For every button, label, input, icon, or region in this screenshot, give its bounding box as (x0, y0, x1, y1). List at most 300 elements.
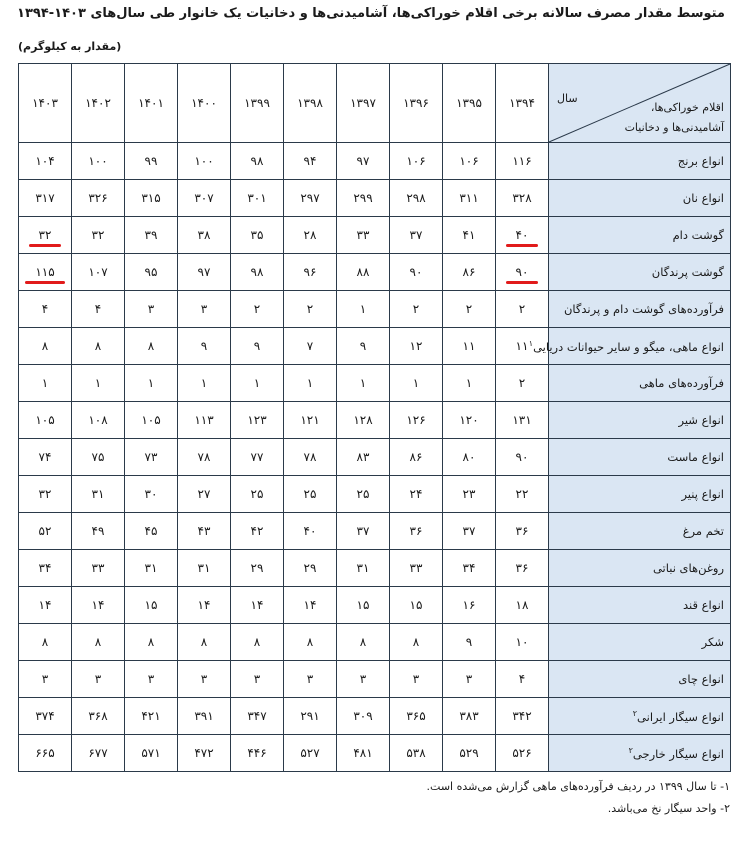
row-label-text: شکر (701, 635, 724, 649)
value-cell (496, 550, 549, 587)
value-cell (231, 217, 284, 254)
value-cell (125, 513, 178, 550)
cell-value: ۱۰۶ (406, 154, 426, 168)
value-cell (72, 587, 125, 624)
value-cell (337, 143, 390, 180)
value-cell (390, 328, 443, 365)
cell-value: ۱۲۰ (459, 413, 479, 427)
value-cell (178, 365, 231, 402)
value-cell (72, 217, 125, 254)
cell-value: ۱ (306, 376, 314, 390)
cell-value: ۳۱۷ (35, 191, 55, 205)
value-cell (496, 180, 549, 217)
footnote-marker: ۲ (632, 708, 638, 718)
row-label-text: انواع برنج (677, 154, 724, 168)
table-row (19, 254, 731, 291)
value-cell (19, 365, 72, 402)
cell-value: ۵۳۸ (406, 746, 426, 760)
cell-value: ۳ (94, 672, 102, 686)
row-label-text: انواع نان (682, 191, 724, 205)
value-cell (443, 439, 496, 476)
value-cell (443, 476, 496, 513)
value-cell (496, 698, 549, 735)
cell-value: ۸ (200, 635, 208, 649)
row-label (549, 291, 731, 328)
cell-value: ۳۶ (515, 524, 529, 538)
cell-value: ۳۶ (515, 561, 529, 575)
row-label (549, 698, 731, 735)
row-label (549, 217, 731, 254)
cell-value: ۲۹ (250, 561, 264, 575)
value-cell (337, 587, 390, 624)
value-cell (284, 661, 337, 698)
value-cell (390, 180, 443, 217)
value-cell (19, 550, 72, 587)
year-header: ۱۴۰۲ (72, 64, 125, 143)
cell-value: ۳۷۴ (35, 709, 55, 723)
row-label-text: انواع شیر (678, 413, 724, 427)
value-cell (284, 254, 337, 291)
cell-value: ۲ (306, 302, 314, 316)
cell-value: ۱۵ (144, 598, 158, 612)
value-cell (284, 328, 337, 365)
value-cell (390, 291, 443, 328)
cell-value: ۱۰۵ (35, 413, 55, 427)
table-row (19, 402, 731, 439)
cell-value: ۷۳ (144, 450, 158, 464)
cell-value: ۱۰۷ (88, 265, 108, 279)
value-cell (390, 217, 443, 254)
cell-value: ۸۰ (462, 450, 476, 464)
cell-value: ۳ (200, 302, 208, 316)
cell-value: ۲۹ (303, 561, 317, 575)
cell-value: ۳۸ (197, 228, 211, 242)
value-cell (443, 735, 496, 772)
cell-value: ۴۳ (197, 524, 211, 538)
value-cell (231, 439, 284, 476)
cell-value: ۳۶ (409, 524, 423, 538)
value-cell (231, 180, 284, 217)
value-cell (337, 698, 390, 735)
cell-value: ۱۲۳ (247, 413, 267, 427)
value-cell (284, 439, 337, 476)
cell-value: ۳ (359, 672, 367, 686)
value-cell (496, 402, 549, 439)
cell-value: ۳۰۱ (247, 191, 267, 205)
value-cell (72, 624, 125, 661)
consumption-table (18, 63, 731, 772)
value-cell (390, 698, 443, 735)
cell-value: ۹۷ (197, 265, 211, 279)
value-cell (19, 254, 72, 291)
cell-value: ۵۷۱ (141, 746, 161, 760)
value-cell (284, 624, 337, 661)
value-cell (443, 402, 496, 439)
row-label (549, 550, 731, 587)
cell-value: ۳۲ (91, 228, 105, 242)
footnote-marker: ۲ (628, 745, 633, 755)
value-cell (231, 291, 284, 328)
value-cell (178, 513, 231, 550)
cell-value: ۳ (465, 672, 473, 686)
value-cell (443, 624, 496, 661)
value-cell (231, 698, 284, 735)
cell-value: ۹۸ (250, 154, 264, 168)
cell-value: ۱۱ (462, 339, 476, 353)
cell-value: ۱۴ (91, 598, 105, 612)
value-cell (496, 661, 549, 698)
value-cell (178, 180, 231, 217)
cell-value: ۸۶ (409, 450, 423, 464)
cell-value: ۱ (359, 376, 367, 390)
value-cell (231, 587, 284, 624)
value-cell (19, 513, 72, 550)
value-cell (496, 365, 549, 402)
value-cell (337, 735, 390, 772)
cell-value: ۱۱ (515, 339, 529, 353)
cell-value: ۳۳ (356, 228, 370, 242)
cell-value: ۹ (359, 339, 367, 353)
cell-value: ۴۲ (250, 524, 264, 538)
value-cell (390, 550, 443, 587)
cell-value: ۵۲۶ (512, 746, 532, 760)
value-cell (125, 365, 178, 402)
value-cell (284, 402, 337, 439)
footnote-1: ۱- تا سال ۱۳۹۹ در ردیف فرآورده‌های ماهی گزارش می‌شده است. (426, 780, 730, 793)
value-cell (390, 476, 443, 513)
value-cell (231, 328, 284, 365)
value-cell (19, 143, 72, 180)
value-cell (125, 143, 178, 180)
cell-value: ۵۲ (38, 524, 52, 538)
value-cell (337, 217, 390, 254)
cell-value: ۸ (359, 635, 367, 649)
value-cell (72, 550, 125, 587)
value-cell (125, 661, 178, 698)
cell-value: ۱۳۱ (512, 413, 532, 427)
table-row (19, 587, 731, 624)
value-cell (72, 291, 125, 328)
row-label-text: فرآورده‌های ماهی (639, 376, 724, 390)
value-cell (72, 661, 125, 698)
value-cell (390, 624, 443, 661)
value-cell (125, 550, 178, 587)
cell-value: ۹ (253, 339, 261, 353)
table-row (19, 550, 731, 587)
cell-value: ۳۱ (197, 561, 211, 575)
cell-value: ۲۸ (303, 228, 317, 242)
highlighted-value: ۳۲ (38, 228, 52, 242)
value-cell (19, 624, 72, 661)
cell-value: ۴۰ (303, 524, 317, 538)
value-cell (125, 698, 178, 735)
value-cell (496, 439, 549, 476)
value-cell (496, 476, 549, 513)
cell-value: ۴۴۶ (247, 746, 267, 760)
cell-value: ۲۵ (250, 487, 264, 501)
value-cell (19, 698, 72, 735)
value-cell (390, 402, 443, 439)
cell-value: ۳۲۶ (88, 191, 108, 205)
cell-value: ۳ (253, 672, 261, 686)
cell-value: ۹ (200, 339, 208, 353)
value-cell (231, 661, 284, 698)
value-cell (443, 587, 496, 624)
value-cell (125, 180, 178, 217)
value-cell (178, 328, 231, 365)
value-cell (443, 254, 496, 291)
table-row (19, 180, 731, 217)
value-cell (72, 513, 125, 550)
cell-value: ۴ (41, 302, 49, 316)
value-cell (443, 143, 496, 180)
row-label-text: انواع چای (678, 672, 724, 686)
value-cell (443, 550, 496, 587)
value-cell (178, 735, 231, 772)
cell-value: ۳۸۳ (459, 709, 479, 723)
corner-header-cell (549, 64, 731, 143)
value-cell (390, 587, 443, 624)
value-cell (178, 291, 231, 328)
cell-value: ۳۷ (356, 524, 370, 538)
cell-value: ۲۲ (515, 487, 529, 501)
value-cell (125, 328, 178, 365)
value-cell (337, 291, 390, 328)
cell-value: ۳۳ (91, 561, 105, 575)
row-label (549, 661, 731, 698)
cell-value: ۶۷۷ (88, 746, 108, 760)
footnote-marker: ۱ (528, 338, 534, 348)
cell-value: ۴ (518, 672, 526, 686)
cell-value: ۸ (253, 635, 261, 649)
value-cell (125, 254, 178, 291)
value-cell (284, 180, 337, 217)
footnotes (18, 776, 730, 820)
cell-value: ۲۵ (356, 487, 370, 501)
cell-value: ۲۹۹ (353, 191, 373, 205)
value-cell (284, 217, 337, 254)
cell-value: ۸۶ (462, 265, 476, 279)
value-cell (125, 624, 178, 661)
cell-value: ۱ (200, 376, 208, 390)
value-cell (390, 365, 443, 402)
cell-value: ۳ (200, 672, 208, 686)
cell-value: ۳ (147, 302, 155, 316)
value-cell (19, 217, 72, 254)
cell-value: ۱۲۶ (406, 413, 426, 427)
cell-value: ۳ (147, 672, 155, 686)
cell-value: ۱۰۵ (141, 413, 161, 427)
cell-value: ۸ (412, 635, 420, 649)
cell-value: ۴۱ (462, 228, 476, 242)
value-cell (337, 661, 390, 698)
table-row (19, 328, 731, 365)
value-cell (443, 328, 496, 365)
value-cell (390, 735, 443, 772)
value-cell (337, 180, 390, 217)
row-label-text: انواع سیگار خارجی (632, 746, 724, 761)
value-cell (390, 439, 443, 476)
year-header: ۱۳۹۵ (443, 64, 496, 143)
cell-value: ۱۴ (197, 598, 211, 612)
value-cell (19, 735, 72, 772)
cell-value: ۴۵ (144, 524, 158, 538)
value-cell (125, 587, 178, 624)
table-row (19, 217, 731, 254)
value-cell (390, 661, 443, 698)
cell-value: ۱۰۶ (459, 154, 479, 168)
value-cell (72, 402, 125, 439)
cell-value: ۸ (147, 635, 155, 649)
cell-value: ۱۰۰ (88, 154, 108, 168)
row-label (549, 476, 731, 513)
corner-items-line1: اقلام خوراکی‌ها، (650, 101, 724, 114)
cell-value: ۷ (306, 339, 314, 353)
row-label-text: روغن‌های نباتی (652, 561, 724, 575)
cell-value: ۳۶۵ (406, 709, 426, 723)
cell-value: ۱۰۸ (88, 413, 108, 427)
value-cell (496, 735, 549, 772)
cell-value: ۳۱۱ (459, 191, 479, 205)
cell-value: ۱ (253, 376, 261, 390)
cell-value: ۹۵ (144, 265, 158, 279)
value-cell (443, 217, 496, 254)
table-row (19, 143, 731, 180)
cell-value: ۲ (518, 302, 526, 316)
footnote-2: ۲- واحد سیگار نخ می‌باشد. (607, 802, 730, 815)
highlighted-value: ۹۰ (515, 265, 529, 279)
cell-value: ۲ (253, 302, 261, 316)
cell-value: ۹۰ (409, 265, 423, 279)
row-label (549, 735, 731, 772)
value-cell (443, 180, 496, 217)
cell-value: ۱۰ (515, 635, 529, 649)
cell-value: ۱۴ (303, 598, 317, 612)
value-cell (496, 217, 549, 254)
cell-value: ۲۹۷ (300, 191, 320, 205)
table-row (19, 735, 731, 772)
cell-value: ۸ (94, 339, 102, 353)
value-cell (337, 365, 390, 402)
row-label-text: انواع سیگار ایرانی (637, 709, 724, 724)
cell-value: ۸ (306, 635, 314, 649)
value-cell (337, 476, 390, 513)
cell-value: ۱۴ (250, 598, 264, 612)
value-cell (125, 291, 178, 328)
cell-value: ۵۲۷ (300, 746, 320, 760)
cell-value: ۲ (518, 376, 526, 390)
cell-value: ۳۱ (144, 561, 158, 575)
row-label (549, 439, 731, 476)
cell-value: ۳ (306, 672, 314, 686)
cell-value: ۲ (465, 302, 473, 316)
cell-value: ۱۶ (462, 598, 476, 612)
cell-value: ۸۳ (356, 450, 370, 464)
year-header: ۱۳۹۷ (337, 64, 390, 143)
cell-value: ۷۵ (91, 450, 105, 464)
value-cell (496, 587, 549, 624)
cell-value: ۱ (465, 376, 473, 390)
value-cell (337, 328, 390, 365)
cell-value: ۱۵ (409, 598, 423, 612)
row-label (549, 402, 731, 439)
value-cell (284, 513, 337, 550)
cell-value: ۱۰۰ (194, 154, 214, 168)
cell-value: ۹۸ (250, 265, 264, 279)
value-cell (231, 735, 284, 772)
value-cell (125, 217, 178, 254)
value-cell (390, 143, 443, 180)
cell-value: ۲۵ (303, 487, 317, 501)
row-label (549, 587, 731, 624)
cell-value: ۴۹ (91, 524, 105, 538)
row-label (549, 365, 731, 402)
value-cell (178, 217, 231, 254)
cell-value: ۳۰۷ (194, 191, 214, 205)
cell-value: ۶۶۵ (35, 746, 55, 760)
value-cell (19, 439, 72, 476)
table-row (19, 291, 731, 328)
value-cell (496, 624, 549, 661)
row-label-text: انواع ماست (667, 450, 724, 464)
value-cell (390, 513, 443, 550)
row-label-text: انواع ماهی، میگو و سایر حیوانات دریایی (533, 339, 724, 354)
value-cell (72, 180, 125, 217)
cell-value: ۳۷ (409, 228, 423, 242)
cell-value: ۳۴ (38, 561, 52, 575)
corner-items-label (625, 98, 724, 138)
year-header: ۱۴۰۳ (19, 64, 72, 143)
cell-value: ۲۳ (462, 487, 476, 501)
value-cell (443, 513, 496, 550)
cell-value: ۱۱۶ (512, 154, 532, 168)
value-cell (284, 550, 337, 587)
cell-value: ۱۴ (38, 598, 52, 612)
cell-value: ۴۷۲ (194, 746, 214, 760)
cell-value: ۲۹۱ (300, 709, 320, 723)
table-row (19, 365, 731, 402)
cell-value: ۱ (94, 376, 102, 390)
value-cell (496, 513, 549, 550)
cell-value: ۳۲۸ (512, 191, 532, 205)
value-cell (178, 402, 231, 439)
table-title: متوسط مقدار مصرف سالانه برخی اقلام خوراکی‌ها، آشامیدنی‌ها و دخانیات یک خانوار طی سال‌های ۱۴۰۳-۱۳۹۴ (17, 6, 725, 21)
value-cell (125, 476, 178, 513)
row-label-text: انواع قند (682, 598, 724, 612)
value-cell (19, 587, 72, 624)
cell-value: ۲۴ (409, 487, 423, 501)
cell-value: ۳۴۷ (247, 709, 267, 723)
value-cell (178, 550, 231, 587)
value-cell (178, 587, 231, 624)
cell-value: ۷۸ (197, 450, 211, 464)
cell-value: ۱۰۴ (35, 154, 55, 168)
value-cell (337, 624, 390, 661)
value-cell (231, 365, 284, 402)
value-cell (72, 328, 125, 365)
cell-value: ۷۷ (250, 450, 264, 464)
cell-value: ۳۰ (144, 487, 158, 501)
value-cell (231, 254, 284, 291)
value-cell (72, 254, 125, 291)
value-cell (72, 365, 125, 402)
cell-value: ۳۲ (38, 487, 52, 501)
value-cell (443, 698, 496, 735)
year-header: ۱۴۰۱ (125, 64, 178, 143)
cell-value: ۹ (465, 635, 473, 649)
value-cell (178, 698, 231, 735)
cell-value: ۱۵ (356, 598, 370, 612)
